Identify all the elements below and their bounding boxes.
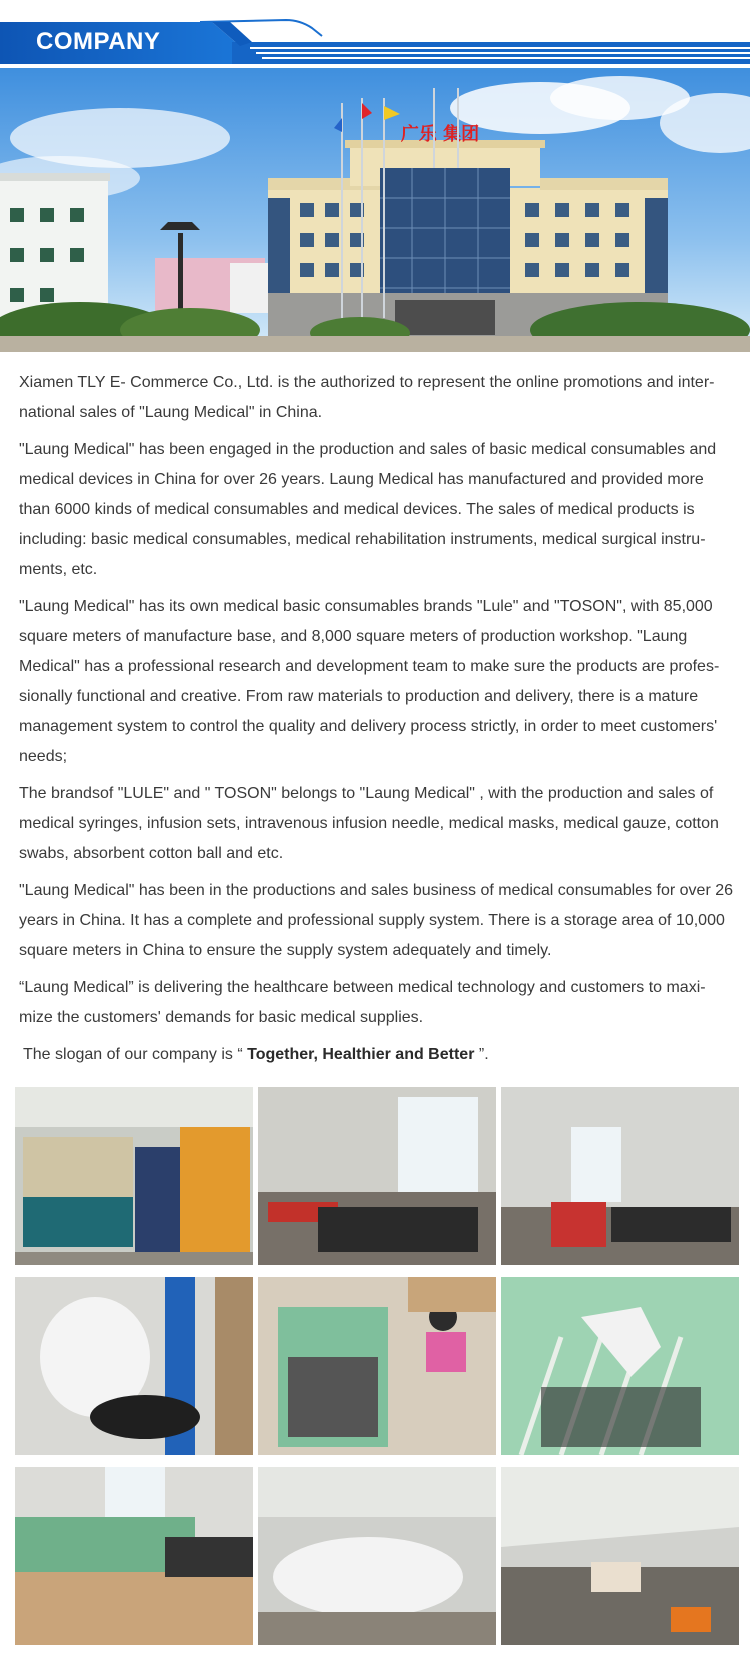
gallery-photo <box>501 1277 739 1455</box>
gallery-photo <box>15 1467 253 1645</box>
header-banner <box>0 0 750 70</box>
slogan-prefix: The slogan of our company is “ <box>23 1046 248 1063</box>
gallery-photo <box>15 1277 253 1455</box>
company-description <box>19 368 737 1077</box>
gallery-photo <box>501 1467 739 1645</box>
company-slogan <box>19 1040 737 1070</box>
paragraph: "Laung Medical" has been in the productions and sales business of medical consumables for over 26 years in China. It has a complete and professional supply system. There is a storage area of 10,000 square meters in China to ensure the supply system adequately and timely. <box>19 882 734 959</box>
paragraph: “Laung Medical” is delivering the healthcare between medical technology and customers to maxi-mize the customers' demands for basic medical supplies. <box>19 979 706 1026</box>
paragraph: "Laung Medical" has been engaged in the production and sales of basic medical consumables and medical devices in China for over 26 years. Laung Medical has manufactured and provided more than 6000 kinds of medical consumables and medical devices. The sales of medical products is including: basic medical consumables, medical rehabilitation instruments, medical surgical instru-ments, etc. <box>19 441 717 578</box>
section-title: COMPANY <box>36 28 161 55</box>
gallery-photo <box>258 1467 496 1645</box>
gallery-photo <box>258 1087 496 1265</box>
paragraph: The brandsof "LULE" and " TOSON" belongs to "Laung Medical" , with the production and sales of medical syringes, infusion sets, intravenous infusion needle, medical masks, medical gauze, cotton swabs, absorbent cotton ball and etc. <box>19 785 719 862</box>
gallery-photo <box>258 1277 496 1455</box>
paragraph: Xiamen TLY E- Commerce Co., Ltd. is the authorized to represent the online promotions and inter-national sales of "Laung Medical" in China. <box>19 374 715 421</box>
slogan-text: Together, Healthier and Better <box>247 1046 475 1063</box>
company-headquarters-photo <box>0 68 750 352</box>
building-sign-text: 广乐 集团 <box>400 124 480 145</box>
gallery-photo <box>15 1087 253 1265</box>
gallery-photo <box>501 1087 739 1265</box>
slogan-suffix: ”. <box>474 1046 489 1063</box>
paragraph: "Laung Medical" has its own medical basic consumables brands "Lule" and "TOSON", with 85,000 square meters of manufacture base, and 8,000 square meters of production workshop. "Laung Medical" has a professional research and development team to make sure the products are profes-sionally functional and creative. From raw materials to production and delivery, there is a mature management system to control the quality and delivery process strictly, in order to meet customers' needs; <box>19 598 720 765</box>
